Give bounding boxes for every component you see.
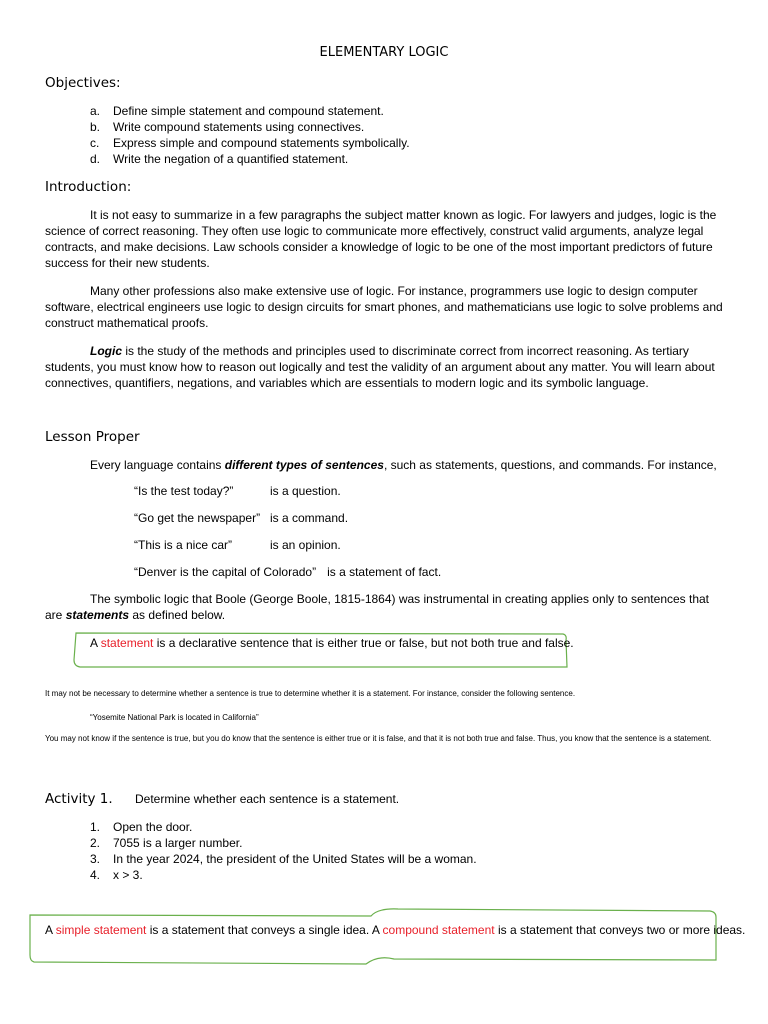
lesson-heading: Lesson Proper <box>45 429 140 445</box>
statement-definition: A statement is a declarative sentence that is either true or false, but not both true and false. <box>90 636 574 650</box>
intro-paragraph-2: Many other professions also make extensive use of logic. For instance, programmers use logic to design computer software, electrical engineers use logic to design circuits for smart phones, and mathematicians use logic to solve problems and construct mathematical proofs. <box>45 284 723 330</box>
note-quote: “Yosemite National Park is located in California” <box>90 713 259 722</box>
activity-item: 3. In the year 2024, the president of the United States will be a woman. <box>90 852 477 866</box>
example-row: “This is a nice car” is an opinion. <box>134 538 341 552</box>
term-compound-statement: compound statement <box>382 923 495 937</box>
activity-item: 2. 7055 is a larger number. <box>90 836 243 850</box>
example-row: “Go get the newspaper” is a command. <box>134 511 349 525</box>
objectives-list <box>90 103 410 167</box>
objective-item: c. Express simple and compound statements symbolically. <box>90 136 410 150</box>
page-title: ELEMENTARY LOGIC <box>319 45 449 60</box>
example-row: “Denver is the capital of Colorado” is a statement of fact. <box>134 565 442 579</box>
objective-item: b. Write compound statements using connectives. <box>90 120 365 134</box>
activity-heading: Activity 1. <box>45 791 113 807</box>
term-simple-statement: simple statement <box>55 923 147 937</box>
objective-item: a. Define simple statement and compound statement. <box>90 104 384 118</box>
activity-instruction: Determine whether each sentence is a statement. <box>135 792 400 806</box>
note-paragraph-1: It may not be necessary to determine whether a sentence is true to determine whether it is a statement. For instance, consider the following sentence. <box>45 689 576 698</box>
boole-paragraph: The symbolic logic that Boole (George Boole, 1815-1864) was instrumental in creating applies only to sentences that are statements as defined below. <box>45 592 710 622</box>
lesson-intro: Every language contains different types of sentences, such as statements, questions, and commands. For instance, <box>90 458 717 472</box>
objectives-heading: Objectives: <box>45 75 121 91</box>
example-row: “Is the test today?” is a question. <box>134 484 341 498</box>
note-paragraph-2: You may not know if the sentence is true, but you do know that the sentence is either true or it is false, and that it is not both true and false. Thus, you know that the sentence is a statement. <box>45 734 712 743</box>
intro-paragraph-3: Logic is the study of the methods and principles used to discriminate correct from incorrect reasoning. As tertiary students, you must know how to reason out logically and test the validity of an argument about any matter. You will learn about connectives, quantifiers, negations, and variables which are essentials to modern logic and its symbolic language. <box>45 344 715 390</box>
objective-item: d. Write the negation of a quantified statement. <box>90 152 349 166</box>
activity-item: 1. Open the door. <box>90 820 193 834</box>
activity-list <box>90 819 477 883</box>
intro-paragraph-1: It is not easy to summarize in a few paragraphs the subject matter known as logic. For lawyers and judges, logic is the science of correct reasoning. They often use logic to communicate more effectively, construct valid arguments, analyze legal contracts, and make decisions. Law schools consider a knowledge of logic to be one of the most important predictors of future success for their new students. <box>45 208 717 270</box>
activity-item: 4. x > 3. <box>90 868 143 882</box>
simple-compound-definition: A simple statement is a statement that conveys a single idea. A compound statement is a statement that conveys two or more ideas. <box>45 923 746 937</box>
term-statement: statement <box>100 636 154 650</box>
activity-header <box>45 790 399 808</box>
introduction-heading: Introduction: <box>45 179 132 195</box>
